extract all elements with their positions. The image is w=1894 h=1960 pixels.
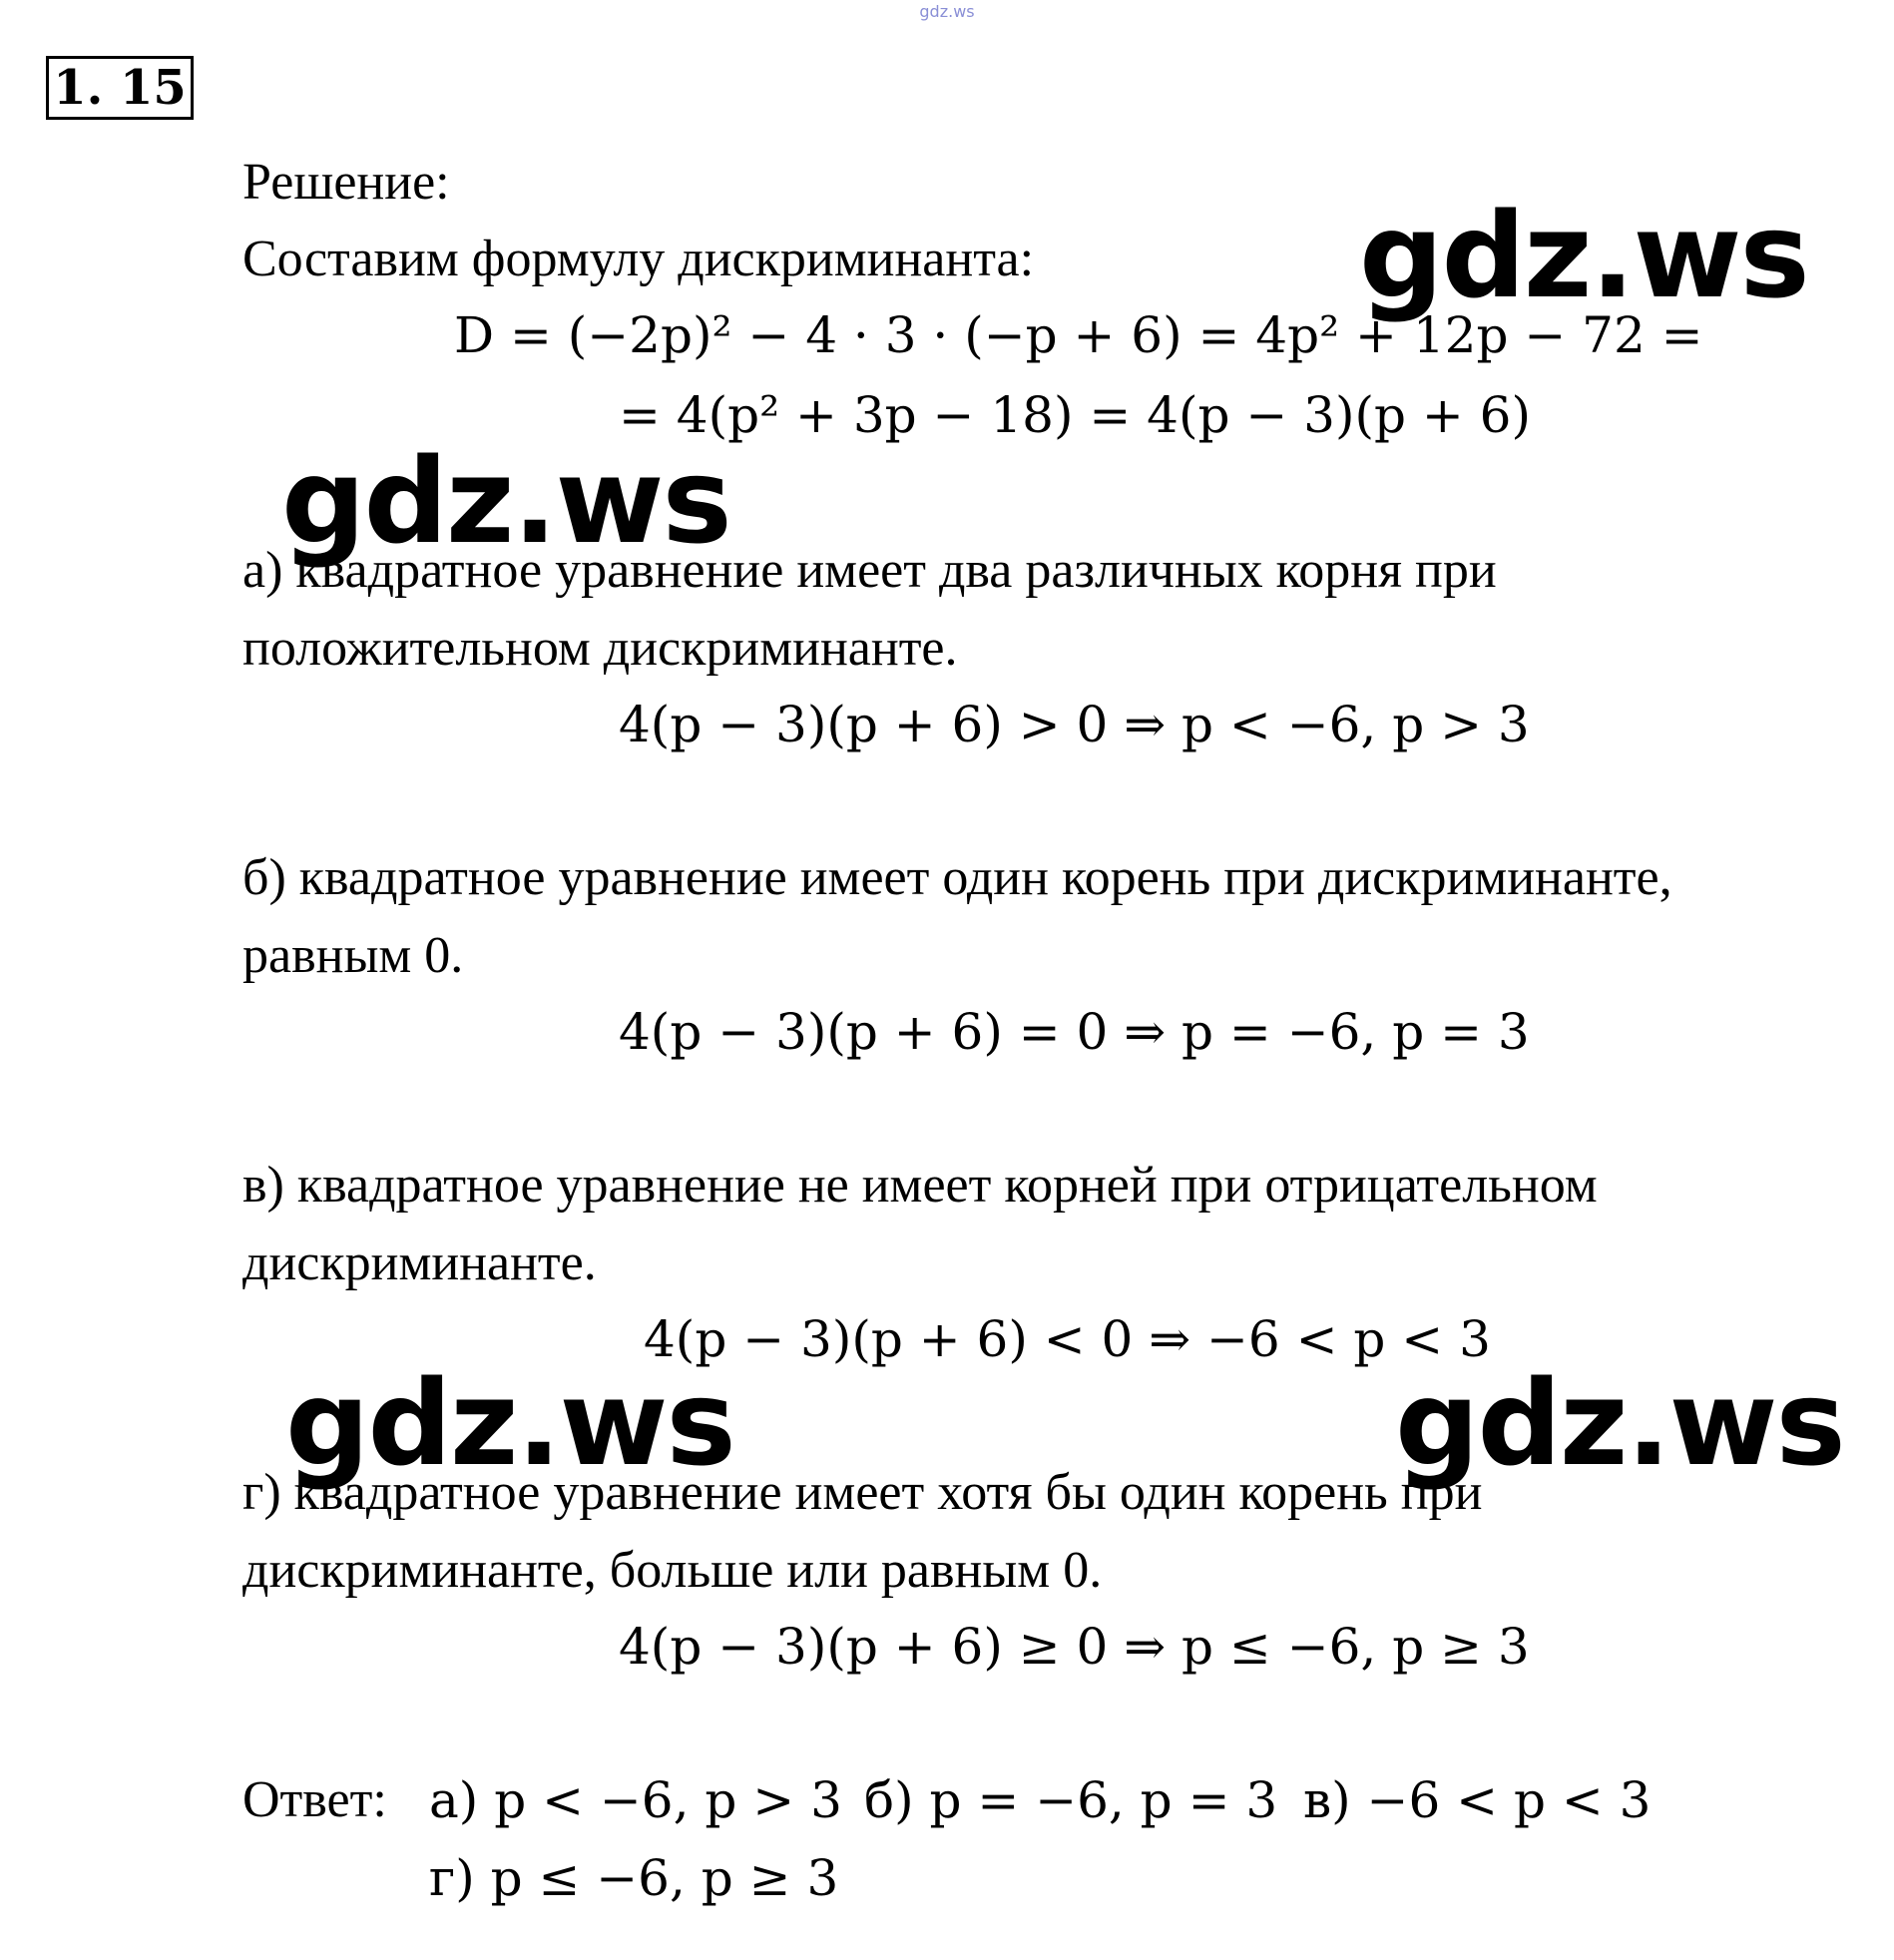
part-a-text-line1: а) квадратное уравнение имеет два различных корня при: [242, 542, 1497, 599]
watermark-top-right: gdz.ws: [1359, 187, 1808, 324]
answer-a: а) p < −6, p > 3: [429, 1771, 842, 1829]
watermark-right-lower: gdz.ws: [1395, 1354, 1844, 1492]
discriminant-formula-line1: D = (−2p)² − 4 · 3 · (−p + 6) = 4p² + 12p − 72 =: [454, 306, 1703, 364]
part-g-text-line2: дискриминанте, больше или равным 0.: [242, 1542, 1103, 1599]
solution-intro: Составим формулу дискриминанта:: [242, 231, 1035, 287]
answer-g: г) p ≤ −6, p ≥ 3: [429, 1849, 839, 1907]
site-mark: gdz.ws: [919, 2, 975, 21]
part-b-math: 4(p − 3)(p + 6) = 0 ⇒ p = −6, p = 3: [619, 1003, 1530, 1061]
part-g-text-line1: г) квадратное уравнение имеет хотя бы один корень при: [242, 1464, 1483, 1521]
watermark-left-lower: gdz.ws: [285, 1354, 734, 1492]
part-v-text-line2: дискриминанте.: [242, 1234, 597, 1291]
part-b-text-line1: б) квадратное уравнение имеет один корень при дискриминанте,: [242, 849, 1672, 906]
discriminant-formula-line2: = 4(p² + 3p − 18) = 4(p − 3)(p + 6): [619, 386, 1531, 444]
part-a-math: 4(p − 3)(p + 6) > 0 ⇒ p < −6, p > 3: [619, 696, 1530, 753]
problem-number-box: 1. 15: [46, 56, 194, 120]
part-g-math: 4(p − 3)(p + 6) ≥ 0 ⇒ p ≤ −6, p ≥ 3: [619, 1618, 1530, 1676]
solution-heading: Решение:: [242, 154, 450, 211]
answer-b: б) p = −6, p = 3: [864, 1771, 1278, 1829]
part-v-text-line1: в) квадратное уравнение не имеет корней при отрицательном: [242, 1157, 1598, 1214]
part-a-text-line2: положительном дискриминанте.: [242, 620, 958, 677]
watermark-left-upper: gdz.ws: [281, 432, 730, 570]
part-b-text-line2: равным 0.: [242, 927, 464, 984]
answer-v: в) −6 < p < 3: [1303, 1771, 1652, 1829]
answer-label: Ответ:: [242, 1771, 387, 1828]
part-v-math: 4(p − 3)(p + 6) < 0 ⇒ −6 < p < 3: [644, 1310, 1491, 1368]
